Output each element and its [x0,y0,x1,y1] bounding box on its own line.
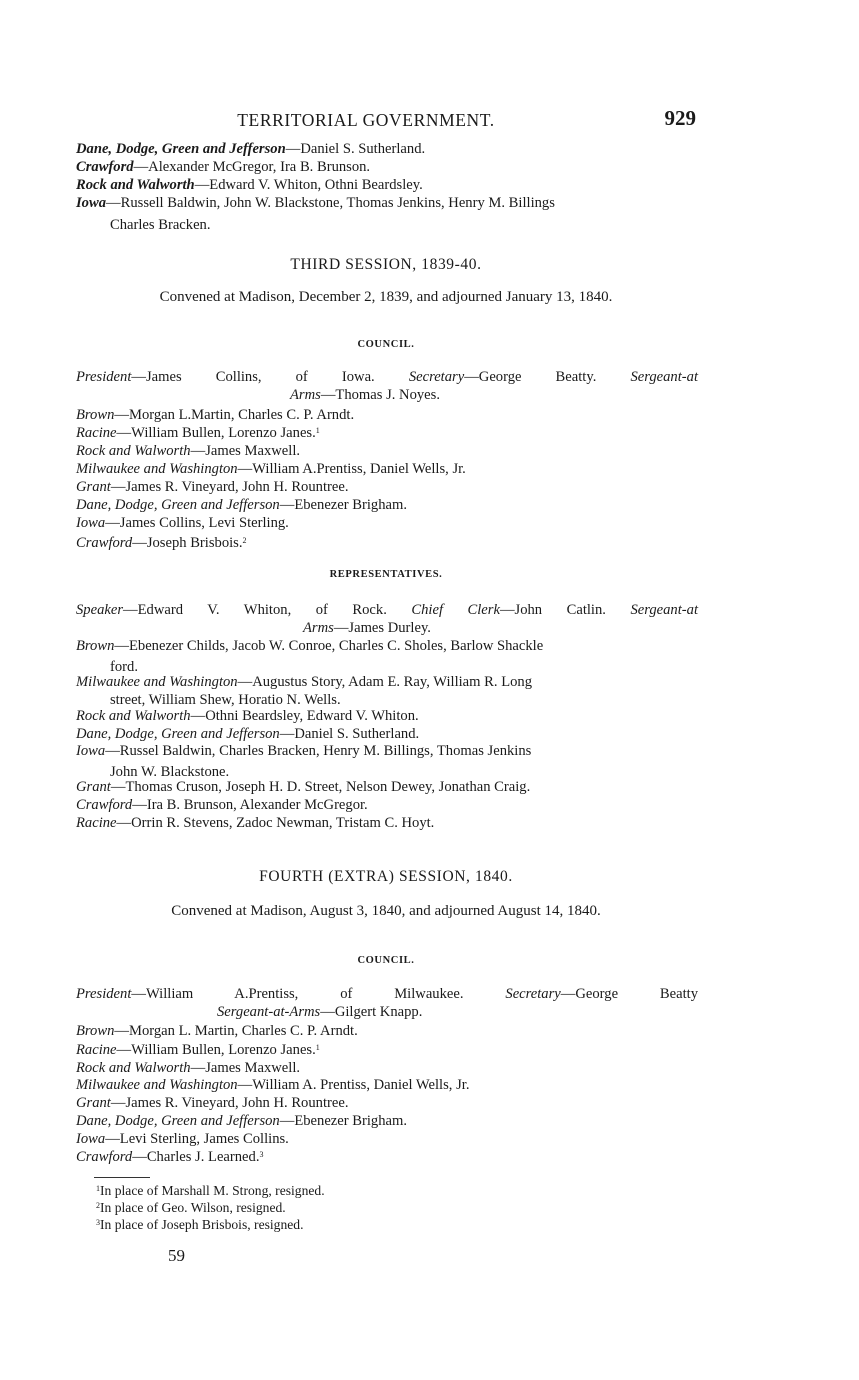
council-member-line [76,497,698,514]
session-convened: Convened at Madison, December 2, 1839, and adjourned January 13, 1840. [159,289,613,305]
county-name: Milwaukee and Washington [76,1077,238,1093]
footnote-ref: 2 [242,536,247,545]
footnote-text: In place of Marshall M. Strong, resigned. [100,1183,325,1198]
officer-label: Sergeant-at [630,369,698,385]
signature-mark: 59 [168,1246,185,1265]
officer-label: President [76,369,132,385]
officer-name: —George Beatty. [464,369,597,385]
county-name: Dane, Dodge, Green and Jefferson [76,1113,280,1129]
officer-label: Chief Clerk [411,602,500,618]
county-name: Milwaukee and Washington [76,674,238,690]
officer-name: —John Catlin. [499,602,606,618]
member-names: —Daniel S. Sutherland. [279,726,420,742]
county-name: Rock and Walworth [76,1060,191,1076]
footnote [96,1183,325,1199]
footnote-text: In place of Joseph Brisbois, resigned. [100,1217,304,1232]
county-name: Racine [76,425,117,441]
officer-label: Arms [303,620,334,636]
county-name: Milwaukee and Washington [76,461,238,477]
member-names: —Russel Baldwin, Charles Bracken, Henry M. Billings, Thomas Jenkins [105,743,532,759]
representative-member-line [76,726,698,743]
council-member-line [76,425,698,442]
county-name: Iowa [76,515,106,531]
footnote-mark: 2 [96,1201,100,1210]
council-officers-cont [290,387,440,404]
council-member-line [76,1023,698,1040]
representative-member-line [76,815,698,832]
council-member-line [76,479,698,496]
county-name: Crawford [76,535,133,551]
member-names: —James Maxwell. [190,1060,301,1076]
council-member-line [76,1095,698,1112]
representative-member-line [76,797,698,814]
representatives-officers-cont [303,620,431,637]
county-name: Rock and Walworth [76,708,191,724]
member-names: —James R. Vineyard, John H. Rountree. [110,479,349,495]
member-names: —Joseph Brisbois. [132,535,243,551]
footnote-text: In place of Geo. Wilson, resigned. [100,1200,286,1215]
county-name: Grant [76,779,111,795]
council-member-line [76,1077,698,1094]
session-title: THIRD SESSION, 1839-40. [290,256,482,273]
member-names: —Othni Beardsley, Edward V. Whiton. [190,708,419,724]
council-officers [76,369,698,386]
council-member-line [76,1060,698,1077]
officer-label: Sergeant-at-Arms [217,1004,321,1020]
member-names: —Levi Sterling, James Collins. [105,1131,289,1147]
county-name: Crawford [76,159,134,175]
county-name: Rock and Walworth [76,443,191,459]
member-continuation: John W. Blackstone. [110,764,230,780]
member-names: —Russell Baldwin, John W. Blackstone, Thomas Jenkins, Henry M. Billings [106,195,555,211]
member-continuation: Charles Bracken. [110,217,211,233]
council-member-line [76,1149,698,1166]
officer-label: Sergeant-at [630,602,698,618]
member-names: —Ira B. Brunson, Alexander McGregor. [132,797,368,813]
page-header [76,106,696,134]
county-name: Brown [76,638,115,654]
officer-name: —Gilgert Knapp. [320,1004,423,1020]
footnote-ref: 3 [259,1150,264,1159]
council-member-line [76,443,698,460]
member-names: —Ebenezer Childs, Jacob W. Conroe, Charles C. Sholes, Barlow Shackle [114,638,544,654]
member-continuation: street, William Shew, Horatio N. Wells. [110,692,341,708]
officer-name: —William A.Prentiss, of Milwaukee. [131,986,464,1002]
county-name: Iowa [76,743,106,759]
council-member-line [76,407,698,424]
member-names: —Thomas Cruson, Joseph H. D. Street, Nelson Dewey, Jonathan Craig. [110,779,531,795]
county-name: Racine [76,1042,117,1058]
council-officers-cont [217,1004,422,1021]
council-member-line [76,1042,698,1059]
footnote-ref: 1 [315,426,320,435]
member-names: —Ebenezer Brigham. [279,1113,407,1129]
county-name: Brown [76,407,115,423]
member-names: —William Bullen, Lorenzo Janes. [116,425,316,441]
member-continuation: ford. [110,659,138,675]
officer-name: —James Collins, of Iowa. [131,369,375,385]
council-heading: COUNCIL. [357,339,415,350]
footnote-mark: 3 [96,1218,100,1227]
council-member-line [76,461,698,478]
representative-member-line [76,708,698,725]
member-names: —Ebenezer Brigham. [279,497,407,513]
officer-name: —Edward V. Whiton, of Rock. [123,602,387,618]
county-name: Dane, Dodge, Green and Jefferson [76,497,280,513]
council-officers [76,986,698,1003]
council-member-line [76,1113,698,1130]
member-names: —Orrin R. Stevens, Zadoc Newman, Tristam C. Hoyt. [116,815,435,831]
member-names: —William Bullen, Lorenzo Janes. [116,1042,316,1058]
member-names: —Morgan L.Martin, Charles C. P. Arndt. [114,407,355,423]
county-name: Crawford [76,1149,133,1165]
footnote [96,1200,286,1216]
council-heading: COUNCIL. [357,955,415,966]
footnote-mark: 1 [96,1184,100,1193]
prev-member-line [76,159,698,176]
county-name: Brown [76,1023,115,1039]
officer-name: —Thomas J. Noyes. [320,387,440,403]
representatives-officers [76,602,698,619]
officer-label: Arms [290,387,321,403]
representative-member-line [76,743,698,760]
officer-label: President [76,986,132,1002]
session-title: FOURTH (EXTRA) SESSION, 1840. [259,868,513,885]
footnote [96,1217,304,1233]
county-name: Iowa [76,1131,106,1147]
county-name: Racine [76,815,117,831]
member-names: —William A.Prentiss, Daniel Wells, Jr. [237,461,466,477]
council-member-line [76,1131,698,1148]
member-names: —James R. Vineyard, John H. Rountree. [110,1095,349,1111]
member-names: —William A. Prentiss, Daniel Wells, Jr. [237,1077,470,1093]
county-name: Crawford [76,797,133,813]
council-member-line [76,535,698,552]
county-name: Grant [76,1095,111,1111]
prev-member-line [76,141,698,158]
officer-label: Speaker [76,602,124,618]
representative-member-line [76,674,698,691]
county-name: Iowa [76,195,107,211]
prev-member-line [76,195,698,212]
member-names: —James Maxwell. [190,443,301,459]
member-names: —Edward V. Whiton, Othni Beardsley. [194,177,423,193]
representatives-heading: REPRESENTATIVES. [329,569,443,580]
member-names: —Augustus Story, Adam E. Ray, William R. Long [237,674,532,690]
member-names: —Morgan L. Martin, Charles C. P. Arndt. [114,1023,358,1039]
member-names: —James Collins, Levi Sterling. [105,515,289,531]
representative-member-line [76,638,698,655]
officer-name: —James Durley. [333,620,431,636]
representative-member-line [76,779,698,796]
officer-name: —George Beatty [560,986,698,1002]
county-name: Rock and Walworth [76,177,195,193]
prev-member-line [76,177,698,194]
member-names: —Charles J. Learned. [132,1149,260,1165]
member-names: —Daniel S. Sutherland. [285,141,426,157]
county-name: Dane, Dodge, Green and Jefferson [76,141,286,157]
footnote-ref: 1 [315,1043,320,1052]
council-member-line [76,515,698,532]
running-title: TERRITORIAL GOVERNMENT. [237,110,495,130]
session-convened: Convened at Madison, August 3, 1840, and adjourned August 14, 1840. [171,903,601,919]
page-number: 929 [664,106,696,130]
county-name: Grant [76,479,111,495]
county-name: Dane, Dodge, Green and Jefferson [76,726,280,742]
footnote-rule [94,1177,150,1178]
officer-label: Secretary [408,369,465,385]
member-names: —Alexander McGregor, Ira B. Brunson. [133,159,371,175]
officer-label: Secretary [505,986,561,1002]
